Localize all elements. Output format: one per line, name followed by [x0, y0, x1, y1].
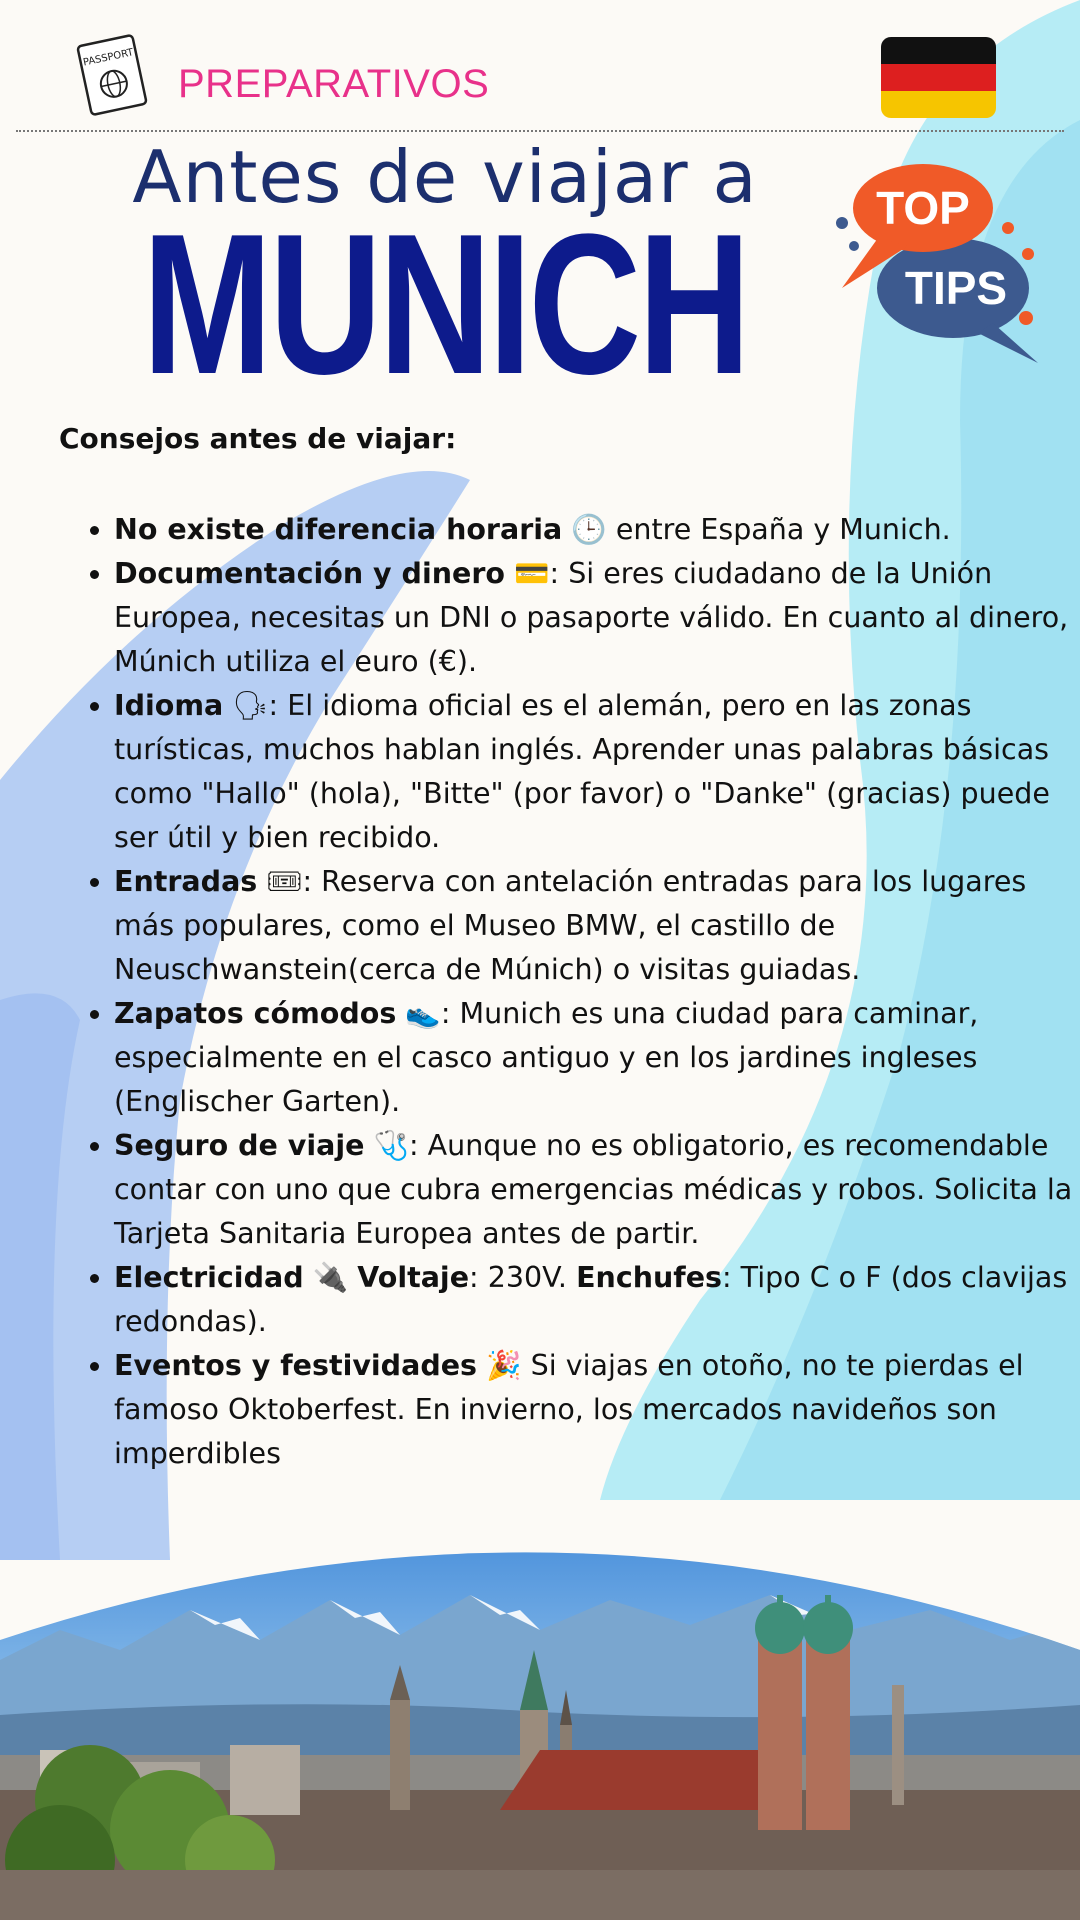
tip-text: : Munich es una ciudad para caminar, especialmente en el casco antiguo y en los jardines ingleses (Englischer Garten).	[114, 997, 979, 1118]
munich-skyline-image	[0, 1500, 1080, 1920]
tip-text: Si viajas en otoño, no te pierdas el famoso Oktoberfest. En invierno, los mercados navideños son imperdibles	[114, 1349, 1024, 1470]
germany-flag-icon	[881, 37, 996, 118]
badge-top-text: TOP	[876, 182, 970, 234]
list-item	[114, 992, 1080, 1124]
page-title: MUNICH	[142, 193, 748, 416]
svg-text:PASSPORT: PASSPORT	[82, 47, 135, 69]
tip-label: Idioma	[114, 689, 224, 722]
top-tips-badge	[828, 158, 1048, 368]
credit-card-icon: 💳	[514, 557, 550, 590]
header-divider	[16, 130, 1064, 132]
tip-label: Voltaje	[357, 1261, 470, 1294]
clock-icon: 🕒	[571, 513, 607, 546]
party-popper-icon: 🎉	[486, 1349, 522, 1382]
list-item	[114, 1344, 1080, 1476]
tip-text: : Aunque no es obligatorio, es recomendable contar con uno que cubra emergencias médicas y robos. Solicita la Tarjeta Sanitaria Europea antes de partir.	[114, 1129, 1073, 1250]
list-item	[114, 1256, 1080, 1344]
plug-icon: 🔌	[312, 1261, 349, 1294]
tip-text: : Tipo C o F (dos clavijas redondas).	[114, 1261, 1068, 1338]
list-item	[114, 1124, 1080, 1256]
badge-bottom-text: TIPS	[904, 262, 1008, 314]
tip-label: Seguro de viaje	[114, 1129, 365, 1162]
tip-label: Entradas	[114, 865, 258, 898]
tip-label: Documentación y dinero	[114, 557, 505, 590]
tip-label: Eventos y festividades	[114, 1349, 478, 1382]
tip-label: Electricidad	[114, 1261, 304, 1294]
tip-label: Enchufes	[576, 1261, 722, 1294]
header	[0, 0, 1080, 130]
page-subtitle: Antes de viajar a	[132, 135, 758, 219]
tip-text: : Reserva con antelación entradas para los lugares más populares, como el Museo BMW, el castillo de Neuschwanstein(cerca de Múnich) o visitas guiadas.	[114, 865, 1027, 986]
passport-icon	[75, 33, 149, 118]
ticket-icon: 🎟	[266, 865, 303, 898]
list-item	[114, 552, 1080, 684]
tip-text: entre España y Munich.	[606, 513, 951, 546]
list-item	[114, 508, 1080, 552]
section-kicker: PREPARATIVOS	[178, 62, 490, 106]
tip-label: No existe diferencia horaria	[114, 513, 563, 546]
section-heading: Consejos antes de viajar:	[59, 422, 457, 455]
sneaker-icon: 👟	[405, 997, 441, 1030]
stethoscope-icon: 🩺	[373, 1129, 409, 1162]
tips-list	[70, 508, 1080, 1476]
list-item	[114, 684, 1080, 860]
tip-text: : El idioma oficial es el alemán, pero en las zonas turísticas, muchos hablan inglés. Aprender unas palabras básicas como "Hallo" (hola), "Bitte" (por favor) o "Danke" (gracias) puede ser útil y bien recibido.	[114, 689, 1050, 854]
tip-text: : Si eres ciudadano de la Unión Europea, necesitas un DNI o pasaporte válido. En cuanto al dinero, Múnich utiliza el euro (€).	[114, 557, 1069, 678]
tip-text: : 230V.	[469, 1261, 577, 1294]
speaking-head-icon: 🗣	[232, 689, 269, 722]
list-item	[114, 860, 1080, 992]
tip-label: Zapatos cómodos	[114, 997, 397, 1030]
